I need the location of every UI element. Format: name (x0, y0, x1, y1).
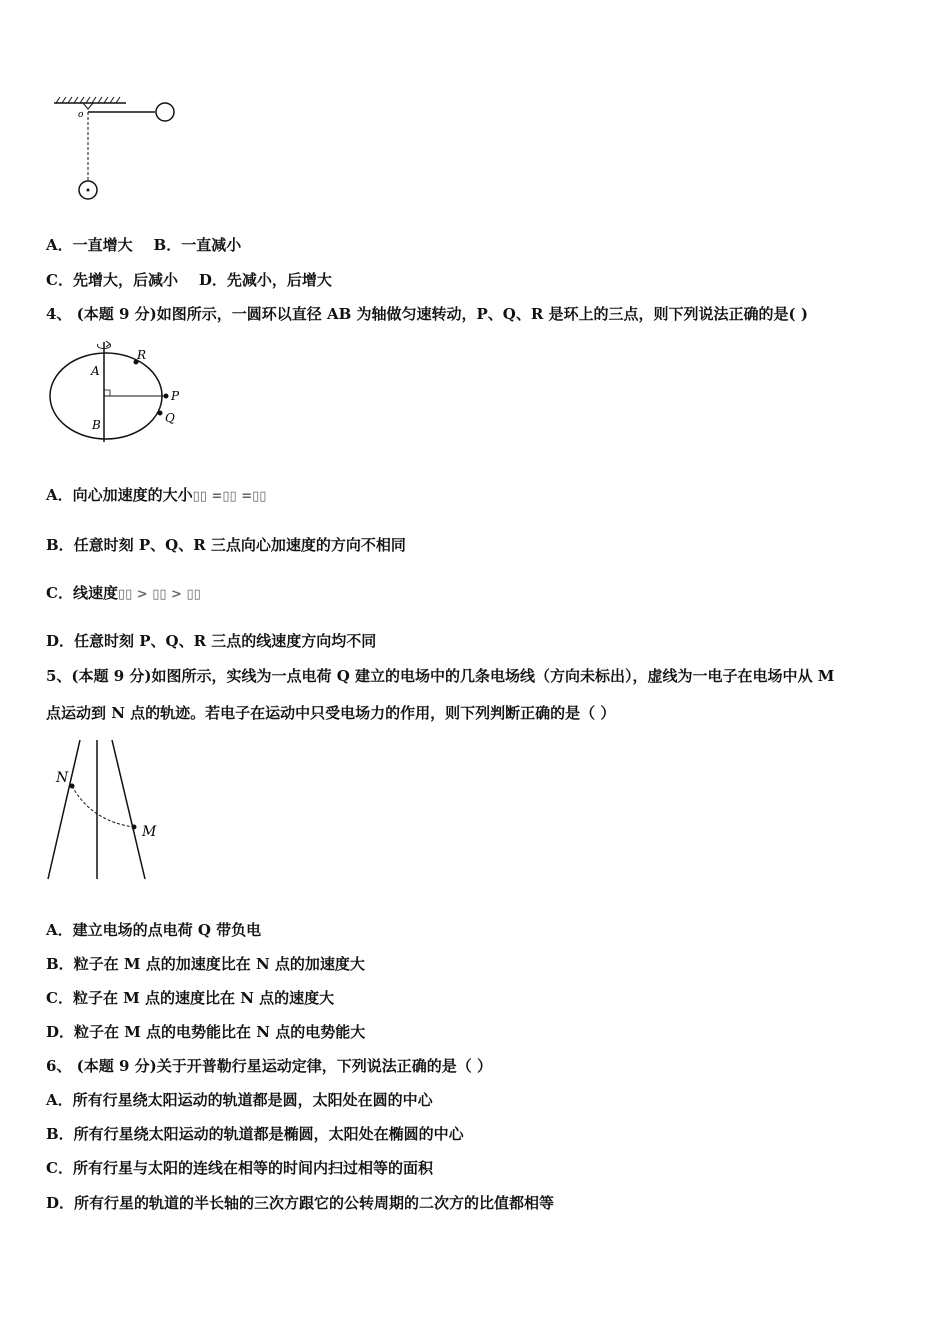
label-n: N (56, 770, 69, 786)
q4-option-a[interactable] (46, 485, 266, 507)
label-q: Q (165, 411, 175, 425)
q4-option-c-formula: ▯▯ > ▯▯ > ▯▯ (117, 587, 201, 602)
label-p: P (171, 389, 180, 403)
pendulum-figure (50, 95, 185, 205)
q3-options-row1 (46, 235, 241, 255)
q4-option-a-text: A．向心加速度的大小 (46, 486, 193, 504)
pivot-label: o (78, 110, 84, 120)
q3-options-row2 (46, 270, 332, 290)
label-b: B (92, 418, 101, 432)
q5-stem-line1: 5、(本题 9 分)如图所示，实线为一点电荷 Q 建立的电场中的几条电场线（方向未标出），虚线为一电子在电场中从 M (46, 667, 835, 685)
q6-option-c[interactable]: C．所有行星与太阳的连线在相等的时间内扫过相等的面积 (46, 1159, 433, 1177)
q5-stem-line2: 点运动到 N 点的轨迹。若电子在运动中只受电场力的作用，则下列判断正确的是（ ） (46, 704, 616, 722)
q4-option-d[interactable]: D．任意时刻 P、Q、R 三点的线速度方向均不同 (46, 632, 377, 650)
field-figure (44, 738, 174, 883)
q4-option-b[interactable]: B．任意时刻 P、Q、R 三点向心加速度的方向不相同 (46, 536, 406, 554)
q5-option-a[interactable]: A．建立电场的点电荷 Q 带负电 (46, 921, 262, 939)
label-a: A (91, 364, 100, 378)
q6-option-b[interactable]: B．所有行星绕太阳运动的轨道都是椭圆，太阳处在椭圆的中心 (46, 1125, 464, 1143)
q6-stem: 6、 (本题 9 分)关于开普勒行星运动定律，下列说法正确的是（ ） (46, 1057, 492, 1075)
q6-option-a[interactable]: A．所有行星绕太阳运动的轨道都是圆，太阳处在圆的中心 (46, 1091, 433, 1109)
q3-option-a[interactable]: A．一直增大 (46, 236, 133, 254)
ring-figure (48, 336, 198, 446)
q3-option-d[interactable]: D．先减小，后增大 (198, 271, 332, 289)
q4-stem: 4、 (本题 9 分)如图所示，一圆环以直径 AB 为轴做匀速转动，P、Q、R 是环上的三点，则下列说法正确的是( ) (46, 305, 808, 323)
q6-option-d[interactable]: D．所有行星的轨道的半长轴的三次方跟它的公转周期的二次方的比值都相等 (46, 1194, 555, 1212)
q4-option-c[interactable] (46, 583, 201, 605)
q5-option-b[interactable]: B．粒子在 M 点的加速度比在 N 点的加速度大 (46, 955, 365, 973)
q3-option-b[interactable]: B．一直减小 (153, 236, 242, 254)
q5-option-c[interactable]: C．粒子在 M 点的速度比在 N 点的速度大 (46, 989, 335, 1007)
q3-option-c[interactable]: C．先增大，后减小 (46, 271, 178, 289)
q4-option-c-text: C．线速度 (46, 584, 118, 602)
label-r: R (137, 348, 147, 362)
q5-option-d[interactable]: D．粒子在 M 点的电势能比在 N 点的电势能大 (46, 1023, 366, 1041)
label-m: M (142, 824, 157, 840)
q4-option-a-formula: ▯▯ =▯▯ =▯▯ (192, 489, 267, 504)
